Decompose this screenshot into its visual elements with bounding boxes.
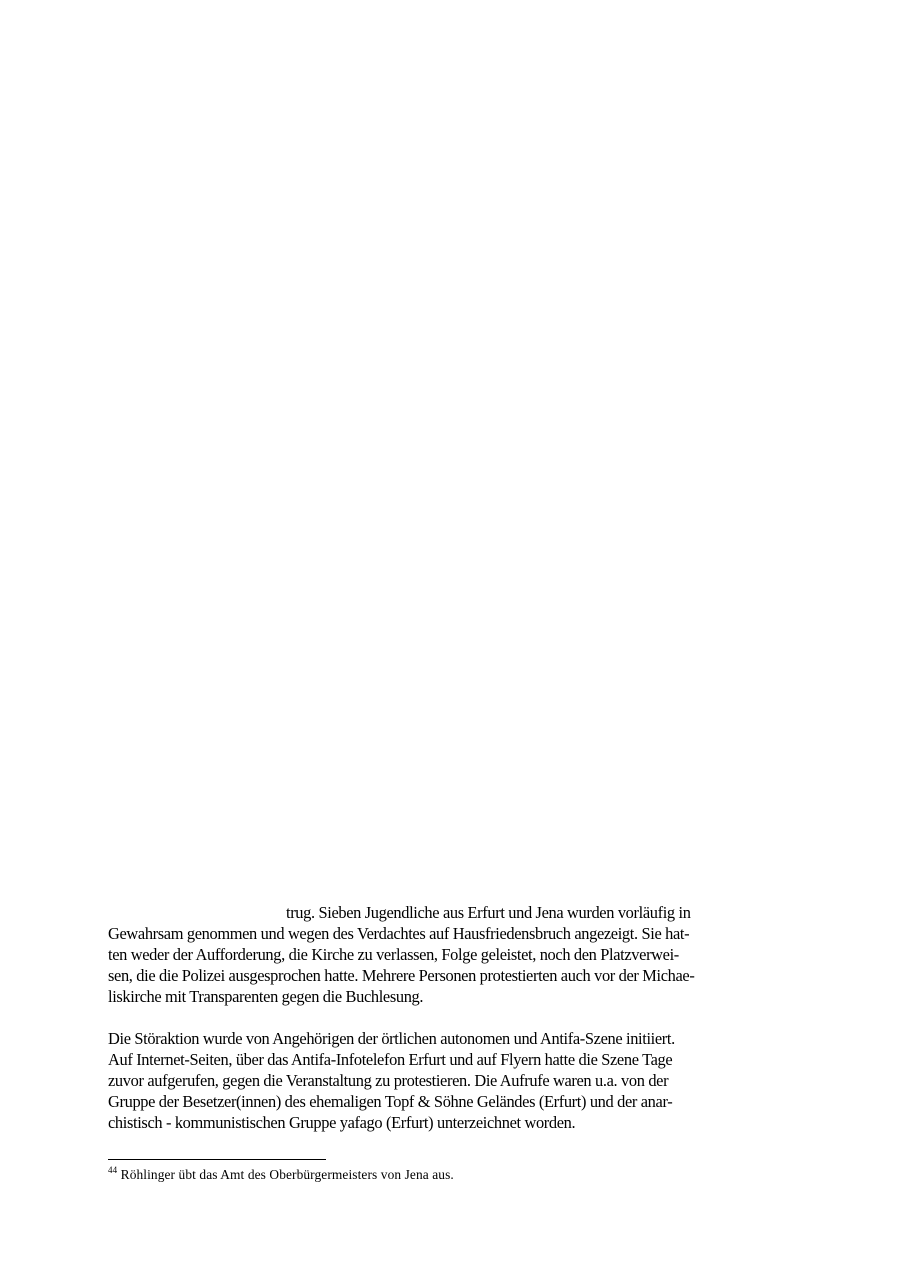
text-line: sen, die die Polizei ausgesprochen hatte. Mehrere Personen protestierten auch vor der Michae-: [108, 966, 695, 985]
text-line: Gruppe der Besetzer(innen) des ehemaligen Topf & Söhne Geländes (Erfurt) und der anar-: [108, 1092, 673, 1111]
footnote-divider: [108, 1159, 326, 1160]
footnote-text: Röhlinger übt das Amt des Oberbürgermeisters von Jena aus.: [120, 1167, 454, 1182]
text-line: ten weder der Aufforderung, die Kirche zu verlassen, Folge geleistet, noch den Platzverwei-: [108, 945, 679, 964]
text-line: trug. Sieben Jugendliche aus Erfurt und Jena wurden vorläufig in: [286, 903, 691, 922]
footnote: [108, 1165, 454, 1185]
text-line: chistisch - kommunistischen Gruppe yafago (Erfurt) unterzeichnet worden.: [108, 1113, 576, 1132]
text-line: Die Störaktion wurde von Angehörigen der örtlichen autonomen und Antifa-Szene initiiert.: [108, 1029, 675, 1048]
text-line: Auf Internet-Seiten, über das Antifa-Infotelefon Erfurt und auf Flyern hatte die Szene Tage: [108, 1050, 673, 1069]
text-line: zuvor aufgerufen, gegen die Veranstaltung zu protestieren. Die Aufrufe waren u.a. von der: [108, 1071, 669, 1090]
text-line: Gewahrsam genommen und wegen des Verdachtes auf Hausfriedensbruch angezeigt. Sie hat-: [108, 924, 690, 943]
text-line: liskirche mit Transparenten gegen die Buchlesung.: [108, 987, 424, 1006]
footnote-number: 44: [108, 1164, 118, 1175]
